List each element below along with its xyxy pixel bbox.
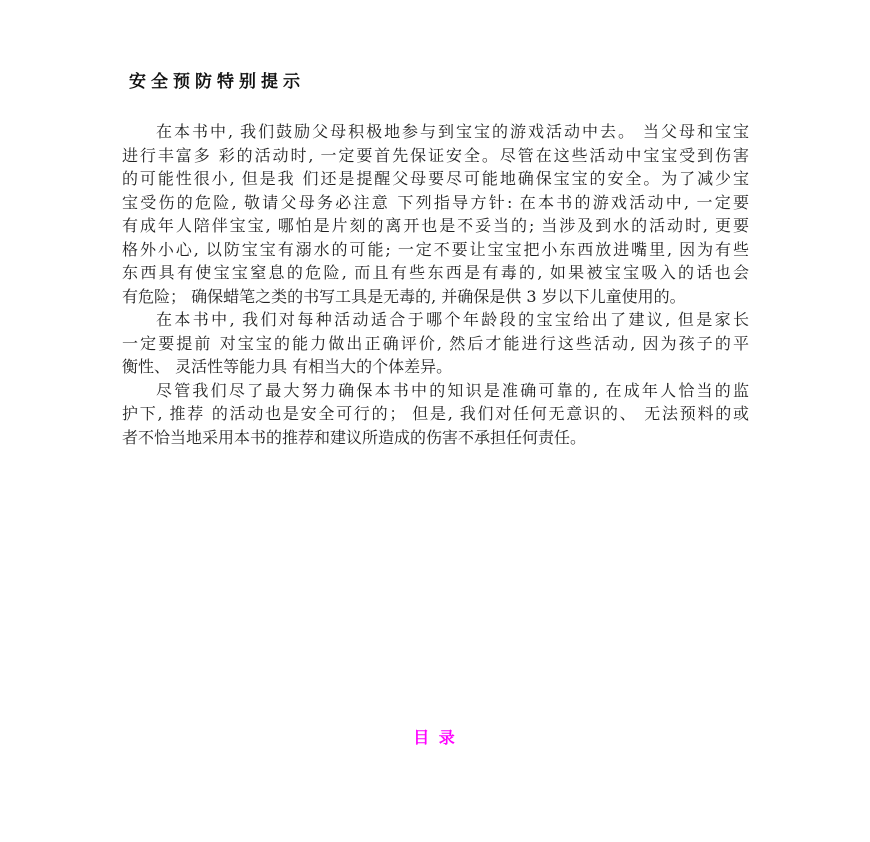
text-line: 的可能性很小, 但是我 们还是提醒父母要尽可能地确保宝宝的安全。为了减少宝 [122,169,749,188]
text-line: 进行丰富多 彩的活动时, 一定要首先保证安全。尽管在这些活动中宝宝受到伤害 [122,145,749,165]
paragraph [122,379,749,450]
text-line: 护下, 推荐 的活动也是安全可行的； 但是, 我们对任何无意识的、 无法预料的或 [122,404,749,423]
toc-link[interactable]: 目 录 [413,728,457,747]
text-line: 东西具有使宝宝窒息的危险, 而且有些东西是有毒的, 如果被宝宝吸入的话也会 [122,263,749,282]
document-body [122,120,749,449]
paragraph [122,120,749,308]
toc-link-row [0,728,870,747]
text-line: 有危险； 确保蜡笔之类的书写工具是无毒的, 并确保是供 3 岁以下儿童使用的。 [122,286,686,306]
text-line: 有成年人陪伴宝宝, 哪怕是片刻的离开也是不妥当的; 当涉及到水的活动时, 更要 [122,216,749,235]
page-title: 安全预防特别提示 [129,72,305,92]
text-line: 尽管我们尽了最大努力确保本书中的知识是准确可靠的, 在成年人恰当的监 [156,380,749,400]
text-line: 宝受伤的危险, 敬请父母务必注意 下列指导方针: 在本书的游戏活动中, 一定要 [122,192,749,212]
text-line: 衡性、 灵活性等能力具 有相当大的个体差异。 [122,357,453,376]
text-line: 在本书中, 我们鼓励父母积极地参与到宝宝的游戏活动中去。 当父母和宝宝 [156,122,749,141]
text-line: 者不恰当地采用本书的推荐和建议所造成的伤害不承担任何责任。 [122,427,587,447]
text-line: 在本书中, 我们对每种活动适合于哪个年龄段的宝宝给出了建议, 但是家长 [156,310,749,329]
text-line: 格外小心, 以防宝宝有溺水的可能; 一定不要让宝宝把小东西放进嘴里, 因为有些 [122,239,749,259]
text-line: 一定要提前 对宝宝的能力做出正确评价, 然后才能进行这些活动, 因为孩子的平 [122,333,749,353]
paragraph [122,308,749,379]
